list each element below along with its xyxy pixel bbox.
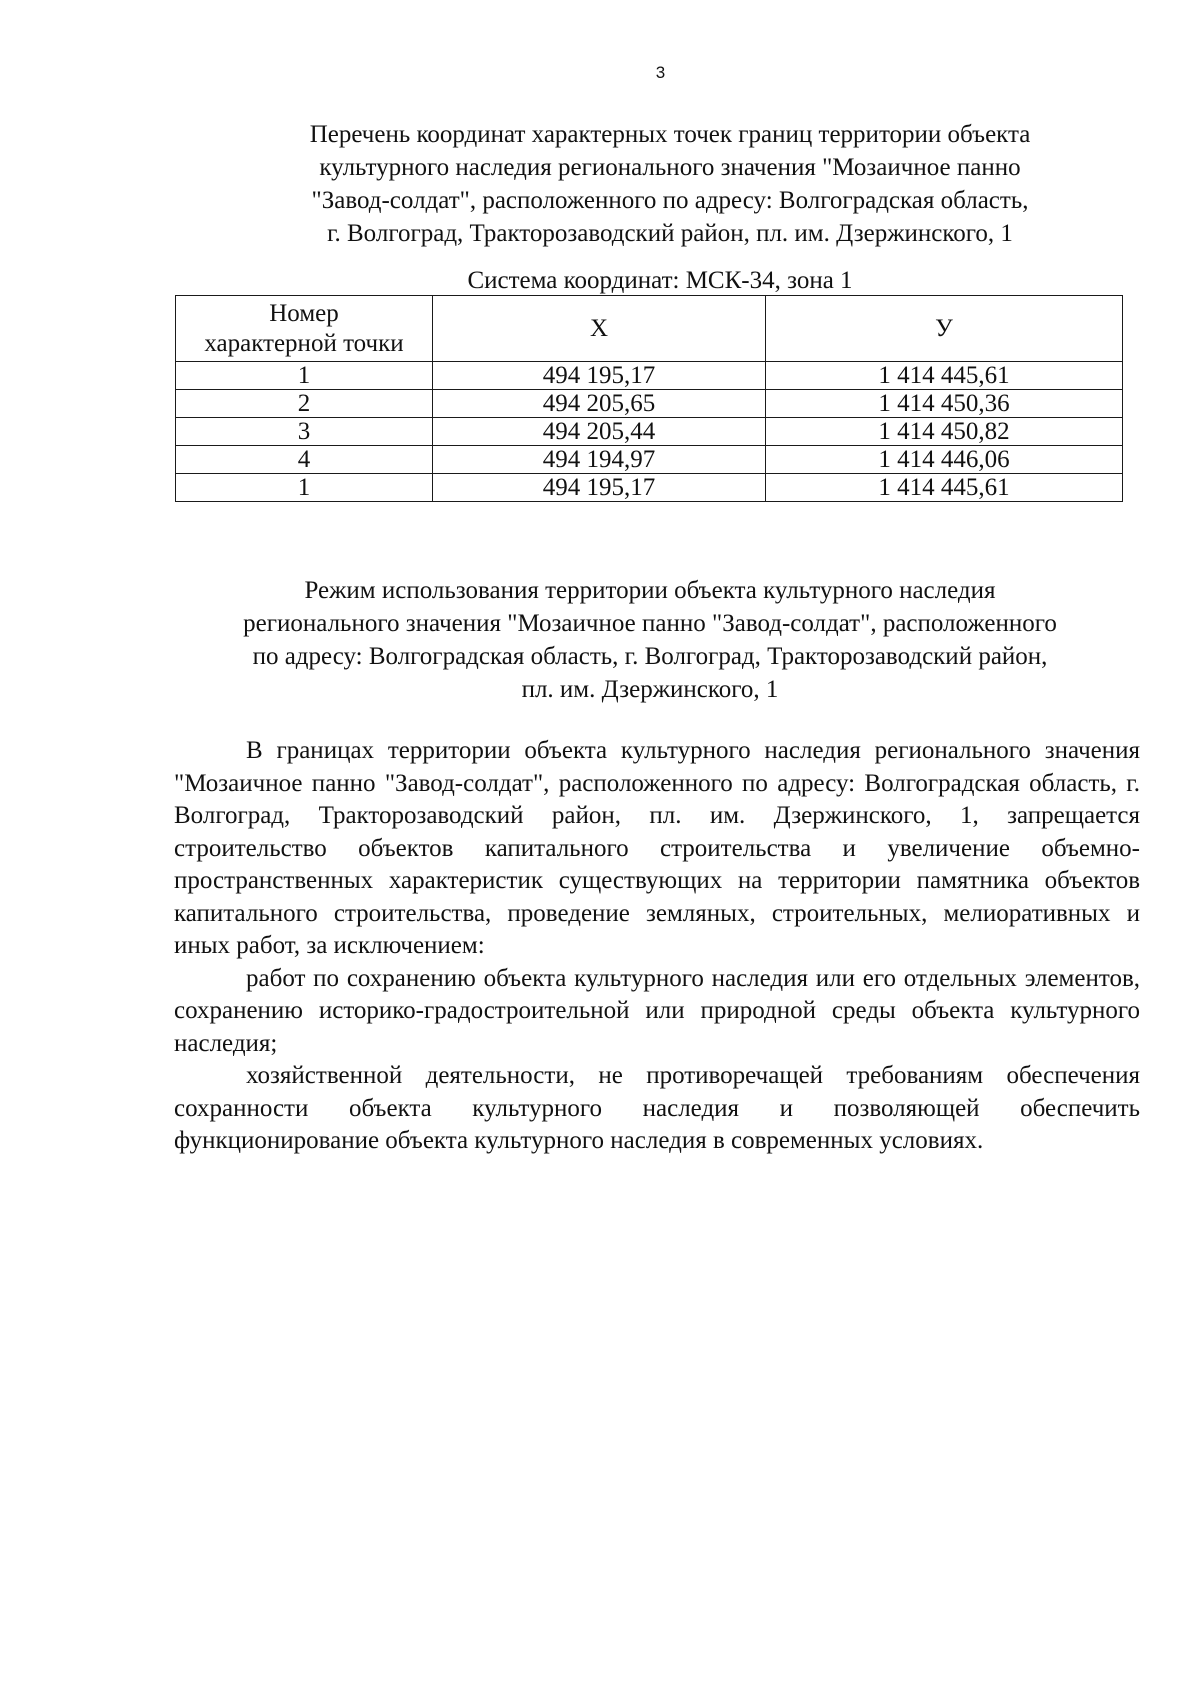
title-line: Перечень координат характерных точек границ территории объекта <box>309 121 1031 148</box>
body-text <box>174 735 1140 1158</box>
paragraph: хозяйственной деятельности, не противоречащей требованиям обеспечения сохранности объекта культурного наследия и позволяющей обеспечить функционирование объекта культурного наследия в современных условиях. <box>174 1062 1140 1154</box>
header-x: X <box>433 296 766 362</box>
title-line: культурного наследия регионального значения "Мозаичное панно <box>319 154 1021 181</box>
table-row <box>176 446 1123 474</box>
cell-x: 494 194,97 <box>433 446 766 474</box>
cell-y: 1 414 450,82 <box>766 418 1123 446</box>
cell-x: 494 205,65 <box>433 390 766 418</box>
regime-title-line: Режим использования территории объекта культурного наследия <box>304 577 996 604</box>
page-number: 3 <box>655 63 666 82</box>
cell-x: 494 205,44 <box>433 418 766 446</box>
cell-y: 1 414 445,61 <box>766 362 1123 390</box>
table-row <box>176 418 1123 446</box>
cell-y: 1 414 445,61 <box>766 474 1123 502</box>
cell-point: 4 <box>176 446 433 474</box>
cell-x: 494 195,17 <box>433 474 766 502</box>
table-header-row <box>176 296 1123 362</box>
regime-title <box>170 574 1130 706</box>
cell-point: 1 <box>176 362 433 390</box>
regime-title-line: регионального значения "Мозаичное панно "Завод-солдат", расположенного <box>243 610 1057 637</box>
cell-y: 1 414 446,06 <box>766 446 1123 474</box>
cell-y: 1 414 450,36 <box>766 390 1123 418</box>
coordinate-system-caption: Система координат: МСК-34, зона 1 <box>467 267 853 294</box>
title-line: г. Волгоград, Тракторозаводский район, пл. им. Дзержинского, 1 <box>327 220 1013 247</box>
regime-title-line: пл. им. Дзержинского, 1 <box>521 676 779 703</box>
coordinates-table <box>175 295 1123 502</box>
header-point-line: Номер <box>269 299 339 327</box>
header-point-line: характерной точки <box>204 329 404 357</box>
cell-point: 1 <box>176 474 433 502</box>
header-point-number <box>176 296 433 362</box>
paragraph: В границах территории объекта культурного наследия регионального значения "Мозаичное панно "Завод-солдат", расположенного по адресу: Волгоградская область, г. Волгоград, Тракторозаводский район, пл. им. Дзержинского, 1, запрещается строительство объектов капитального строительства и увеличение объемно-пространственных характеристик существующих на территории памятника объектов капитального строительства, проведение земляных, строительных, мелиоративных и иных работ, за исключением: <box>174 737 1140 959</box>
document-title <box>220 118 1120 250</box>
cell-x: 494 195,17 <box>433 362 766 390</box>
table-row <box>176 362 1123 390</box>
paragraph: работ по сохранению объекта культурного наследия или его отдельных элементов, сохранению историко-градостроительной или природной среды объекта культурного наследия; <box>174 964 1140 1057</box>
header-y: У <box>766 296 1123 362</box>
table-row <box>176 390 1123 418</box>
cell-point: 3 <box>176 418 433 446</box>
regime-title-line: по адресу: Волгоградская область, г. Волгоград, Тракторозаводский район, <box>252 643 1048 670</box>
title-line: "Завод-солдат", расположенного по адресу: Волгоградская область, <box>311 187 1029 214</box>
table-row <box>176 474 1123 502</box>
cell-point: 2 <box>176 390 433 418</box>
